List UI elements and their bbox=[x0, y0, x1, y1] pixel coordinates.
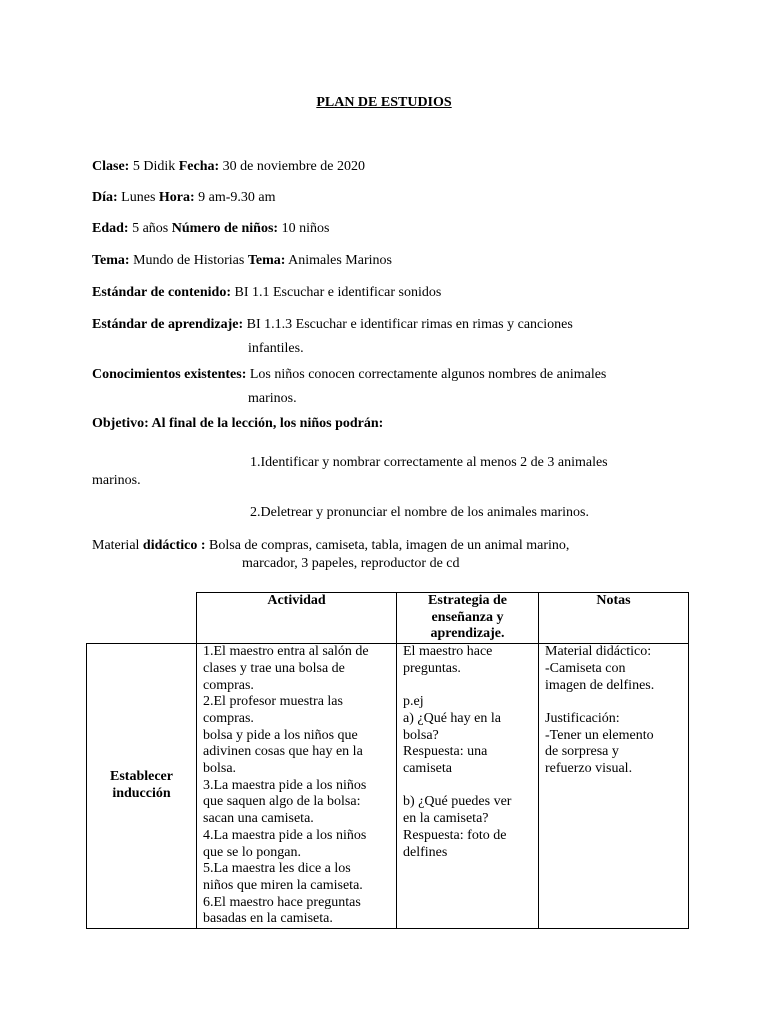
actividad-line: adivinen cosas que hay en la bbox=[203, 744, 363, 760]
aprendizaje-line bbox=[92, 316, 573, 334]
actividad-line: 1.El maestro entra al salón de bbox=[203, 644, 369, 660]
header-empty-cell bbox=[87, 593, 197, 644]
header-actividad bbox=[197, 593, 397, 644]
notas-line: imagen de delfines. bbox=[545, 677, 655, 693]
objetivo-heading: Objetivo: Al final de la lección, los niños podrán: bbox=[92, 416, 384, 431]
estrategia-line: camiseta bbox=[403, 761, 452, 777]
fecha-label: Fecha: bbox=[178, 159, 220, 174]
estrategia-cell bbox=[397, 644, 539, 929]
conocimientos-label: Conocimientos existentes: bbox=[92, 367, 247, 382]
aprendizaje-continuation: infantiles. bbox=[248, 341, 304, 356]
header-estrategia-line: enseñanza y bbox=[431, 609, 504, 625]
tema-label-2: Tema: bbox=[247, 253, 286, 268]
ninos-label: Número de niños: bbox=[171, 221, 279, 236]
header-estrategia-line: Estrategia de bbox=[428, 593, 507, 608]
header-estrategia-line: aprendizaje. bbox=[430, 626, 505, 642]
conocimientos-line bbox=[92, 366, 606, 384]
hora-value: 9 am-9.30 am bbox=[194, 190, 276, 205]
actividad-line: 3.La maestra pide a los niños bbox=[203, 777, 367, 793]
dia-hora-line bbox=[92, 189, 276, 207]
actividad-line: compras. bbox=[203, 710, 254, 726]
tema-value-2: Animales Marinos bbox=[285, 253, 392, 268]
row-label-line: inducción bbox=[112, 786, 171, 802]
estrategia-line: Respuesta: una bbox=[403, 744, 488, 760]
row-label-cell bbox=[87, 644, 197, 929]
actividad-line: clases y trae una bolsa de bbox=[203, 660, 345, 676]
notas-line: Material didáctico: bbox=[545, 644, 652, 660]
actividad-line: 4.La maestra pide a los niños bbox=[203, 827, 367, 843]
material-line bbox=[92, 537, 569, 555]
estrategia-spacer bbox=[403, 678, 532, 695]
aprendizaje-label: Estándar de aprendizaje: bbox=[92, 317, 244, 332]
material-value: Bolsa de compras, camiseta, tabla, imagen de un animal marino, bbox=[205, 538, 570, 553]
estrategia-line: delfines bbox=[403, 844, 448, 860]
clase-label: Clase: bbox=[92, 159, 130, 174]
material-continuation: marcador, 3 papeles, reproductor de cd bbox=[242, 556, 460, 571]
estrategia-line: preguntas. bbox=[403, 660, 461, 676]
header-notas-line: Notas bbox=[596, 593, 631, 608]
notas-cell bbox=[539, 644, 689, 929]
estrategia-line: en la camiseta? bbox=[403, 811, 489, 827]
estrategia-line: a) ¿Qué hay en la bbox=[403, 710, 501, 726]
table-row bbox=[87, 644, 689, 929]
objetivo-line bbox=[92, 415, 383, 433]
contenido-value: BI 1.1 Escuchar e identificar sonidos bbox=[230, 285, 442, 300]
objetivo-item-1: 1.Identificar y nombrar correctamente al menos 2 de 3 animales bbox=[250, 455, 608, 470]
notas-line: -Tener un elemento bbox=[545, 727, 654, 743]
contenido-label: Estándar de contenido: bbox=[92, 285, 231, 300]
ninos-value: 10 niños bbox=[278, 221, 330, 236]
estrategia-spacer bbox=[403, 778, 532, 795]
estrategia-line: Respuesta: foto de bbox=[403, 827, 507, 843]
actividad-line: que saquen algo de la bolsa: bbox=[203, 794, 361, 810]
actividad-cell bbox=[197, 644, 397, 929]
conocimientos-continuation: marinos. bbox=[248, 391, 297, 406]
notas-line: Justificación: bbox=[545, 710, 620, 726]
estrategia-line: p.ej bbox=[403, 694, 424, 710]
tema-value: Mundo de Historias bbox=[129, 253, 248, 268]
actividad-line: 2.El profesor muestra las bbox=[203, 694, 343, 710]
tema-line bbox=[92, 252, 392, 270]
edad-line bbox=[92, 220, 329, 238]
dia-value: Lunes bbox=[117, 190, 159, 205]
conocimientos-value: Los niños conocen correctamente algunos nombres de animales bbox=[246, 367, 607, 382]
dia-label: Día: bbox=[92, 190, 118, 205]
edad-label: Edad: bbox=[92, 221, 129, 236]
material-label-a: Material bbox=[92, 538, 143, 553]
actividad-line: compras. bbox=[203, 677, 254, 693]
aprendizaje-value: BI 1.1.3 Escuchar e identificar rimas en rimas y canciones bbox=[243, 317, 573, 332]
estrategia-line: bolsa? bbox=[403, 727, 439, 743]
header-estrategia bbox=[397, 593, 539, 644]
actividad-line: bolsa y pide a los niños que bbox=[203, 727, 358, 743]
notas-spacer bbox=[545, 694, 682, 711]
estrategia-line: b) ¿Qué puedes ver bbox=[403, 794, 512, 810]
edad-value: 5 años bbox=[128, 221, 172, 236]
hora-label: Hora: bbox=[158, 190, 195, 205]
contenido-line bbox=[92, 284, 441, 302]
lesson-table bbox=[86, 592, 689, 929]
clase-fecha-line bbox=[92, 158, 365, 176]
row-label-line: Establecer bbox=[110, 769, 173, 785]
actividad-line: sacan una camiseta. bbox=[203, 811, 314, 827]
actividad-line: bolsa. bbox=[203, 761, 237, 777]
material-label-b: didáctico : bbox=[142, 538, 206, 553]
tema-label: Tema: bbox=[92, 253, 130, 268]
header-notas bbox=[539, 593, 689, 644]
actividad-line: basadas en la camiseta. bbox=[203, 911, 333, 927]
actividad-line: que se lo pongan. bbox=[203, 844, 301, 860]
page-title: PLAN DE ESTUDIOS bbox=[316, 95, 452, 110]
objetivo-item-2: 2.Deletrear y pronunciar el nombre de los animales marinos. bbox=[250, 505, 589, 520]
header-actividad-line: Actividad bbox=[267, 593, 326, 608]
clase-value: 5 Didik bbox=[129, 159, 179, 174]
fecha-value: 30 de noviembre de 2020 bbox=[219, 159, 365, 174]
actividad-line: 6.El maestro hace preguntas bbox=[203, 894, 361, 910]
table-header-row bbox=[87, 593, 689, 644]
notas-line: de sorpresa y bbox=[545, 744, 619, 760]
notas-line: refuerzo visual. bbox=[545, 761, 633, 777]
objetivo-item-1-continuation: marinos. bbox=[92, 473, 141, 488]
actividad-line: niños que miren la camiseta. bbox=[203, 877, 363, 893]
notas-line: -Camiseta con bbox=[545, 660, 626, 676]
estrategia-line: El maestro hace bbox=[403, 644, 493, 660]
actividad-line: 5.La maestra les dice a los bbox=[203, 861, 351, 877]
